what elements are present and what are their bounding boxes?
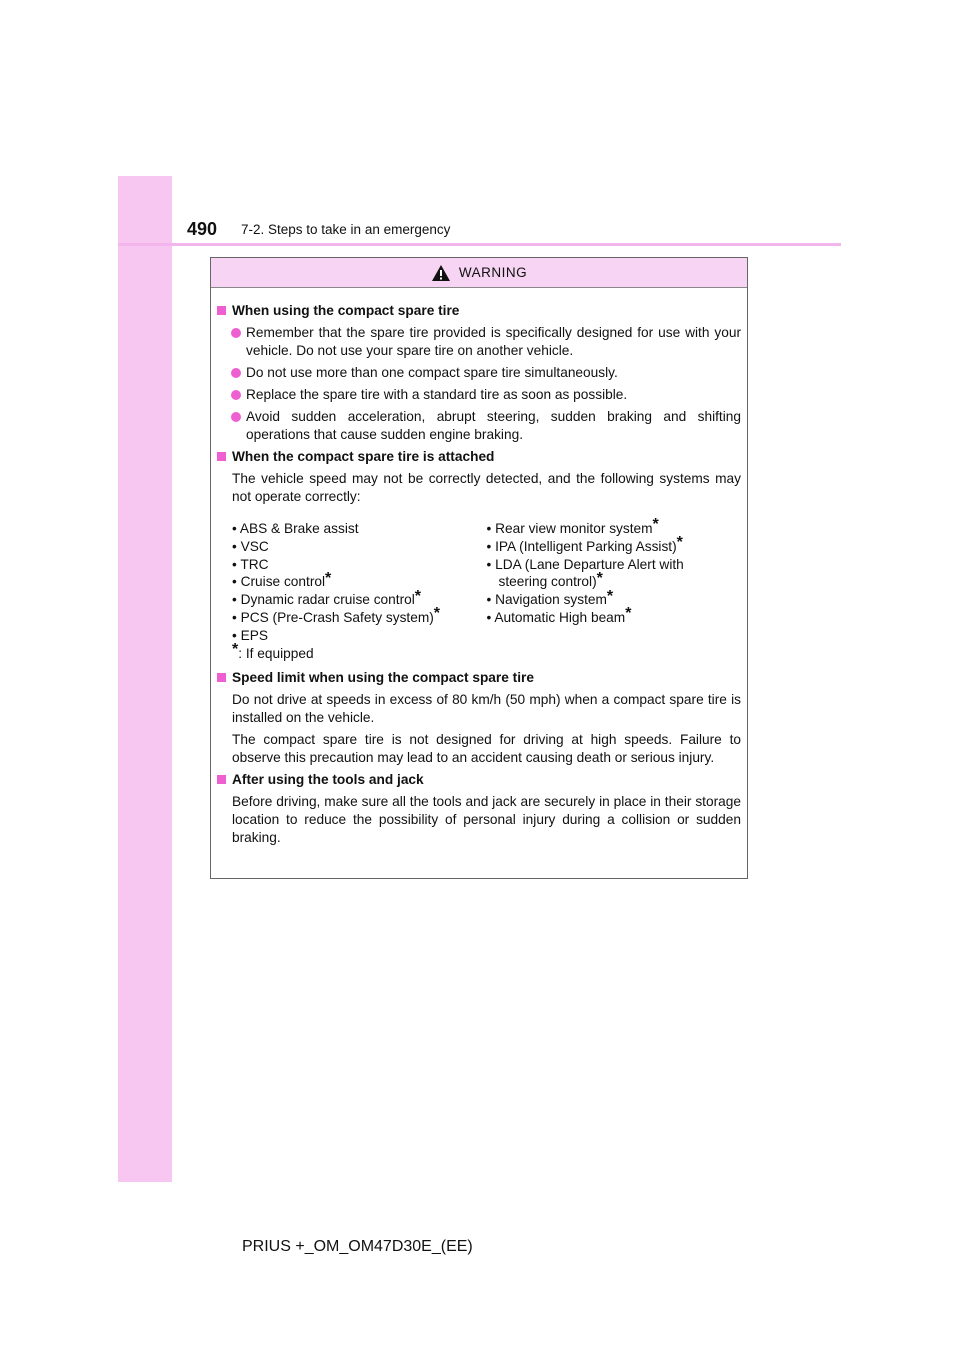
section-title: 7-2. Steps to take in an emergency	[241, 222, 451, 237]
warning-title: WARNING	[458, 265, 528, 280]
warning-icon	[431, 264, 451, 282]
list-item: Replace the spare tire with a standard tire as soon as possible.	[231, 386, 741, 404]
side-band	[118, 176, 172, 1182]
list-item: Do not use more than one compact spare tire simultaneously.	[231, 364, 741, 382]
paragraph: The vehicle speed may not be correctly detected, and the following systems may not operate correctly:	[232, 471, 741, 504]
list-item: Avoid sudden acceleration, abrupt steering, sudden braking and shifting operations that cause sudden engine braking.	[231, 408, 741, 444]
heading-after-tools: After using the tools and jack	[217, 771, 741, 789]
heading-speed-limit: Speed limit when using the compact spare tire	[217, 669, 741, 687]
list-item: Remember that the spare tire provided is specifically designed for use with your vehicle. Do not use your spare tire on another vehicle.	[231, 324, 741, 360]
asterisk-mark: *	[596, 569, 603, 587]
warning-box	[210, 257, 748, 879]
asterisk-mark: *	[232, 641, 239, 659]
warning-header	[211, 258, 747, 288]
square-bullet-icon	[217, 775, 226, 784]
systems-column-left: • ABS & Brake assist • VSC • TRC • Cruise control* • Dynamic radar cruise control* • PCS (Pre-Crash Safety system)* • EPS	[232, 521, 441, 643]
circle-bullet-icon	[231, 368, 241, 378]
paragraph: Do not drive at speeds in excess of 80 km/h (50 mph) when a compact spare tire is installed on the vehicle.	[232, 691, 741, 725]
heading-attached: When the compact spare tire is attached	[217, 448, 741, 466]
warning-content	[211, 288, 747, 847]
asterisk-mark: *	[433, 605, 441, 623]
asterisk-mark: *	[676, 534, 683, 552]
systems-list	[232, 516, 741, 645]
square-bullet-icon	[217, 452, 226, 461]
paragraph: The compact spare tire is not designed for driving at high speeds. Failure to observe this precaution may lead to an accident causing death or serious injury.	[232, 731, 741, 765]
square-bullet-icon	[217, 306, 226, 315]
footnote: *: If equipped	[232, 641, 314, 661]
asterisk-mark: *	[414, 587, 422, 605]
circle-bullet-icon	[231, 390, 241, 400]
circle-bullet-icon	[231, 328, 241, 338]
asterisk-mark: *	[606, 587, 614, 605]
circle-bullet-icon	[231, 412, 241, 422]
systems-column-right: • Rear view monitor system* • IPA (Intelligent Parking Assist)* • LDA (Lane Departure Alert with steering control)* • Navigation system* • Automatic High beam*	[486, 516, 684, 625]
document-footer: PRIUS +_OM_OM47D30E_(EE)	[242, 1238, 473, 1255]
heading-compact-tire: When using the compact spare tire	[217, 302, 741, 320]
square-bullet-icon	[217, 673, 226, 682]
header-rule	[118, 243, 841, 246]
asterisk-mark: *	[652, 516, 659, 534]
asterisk-mark: *	[325, 569, 332, 587]
page-number: 490	[187, 219, 218, 239]
paragraph: Before driving, make sure all the tools and jack are securely in place in their storage location to reduce the possibility of personal injury during a collision or sudden braking.	[232, 793, 741, 845]
asterisk-mark: *	[625, 605, 632, 623]
